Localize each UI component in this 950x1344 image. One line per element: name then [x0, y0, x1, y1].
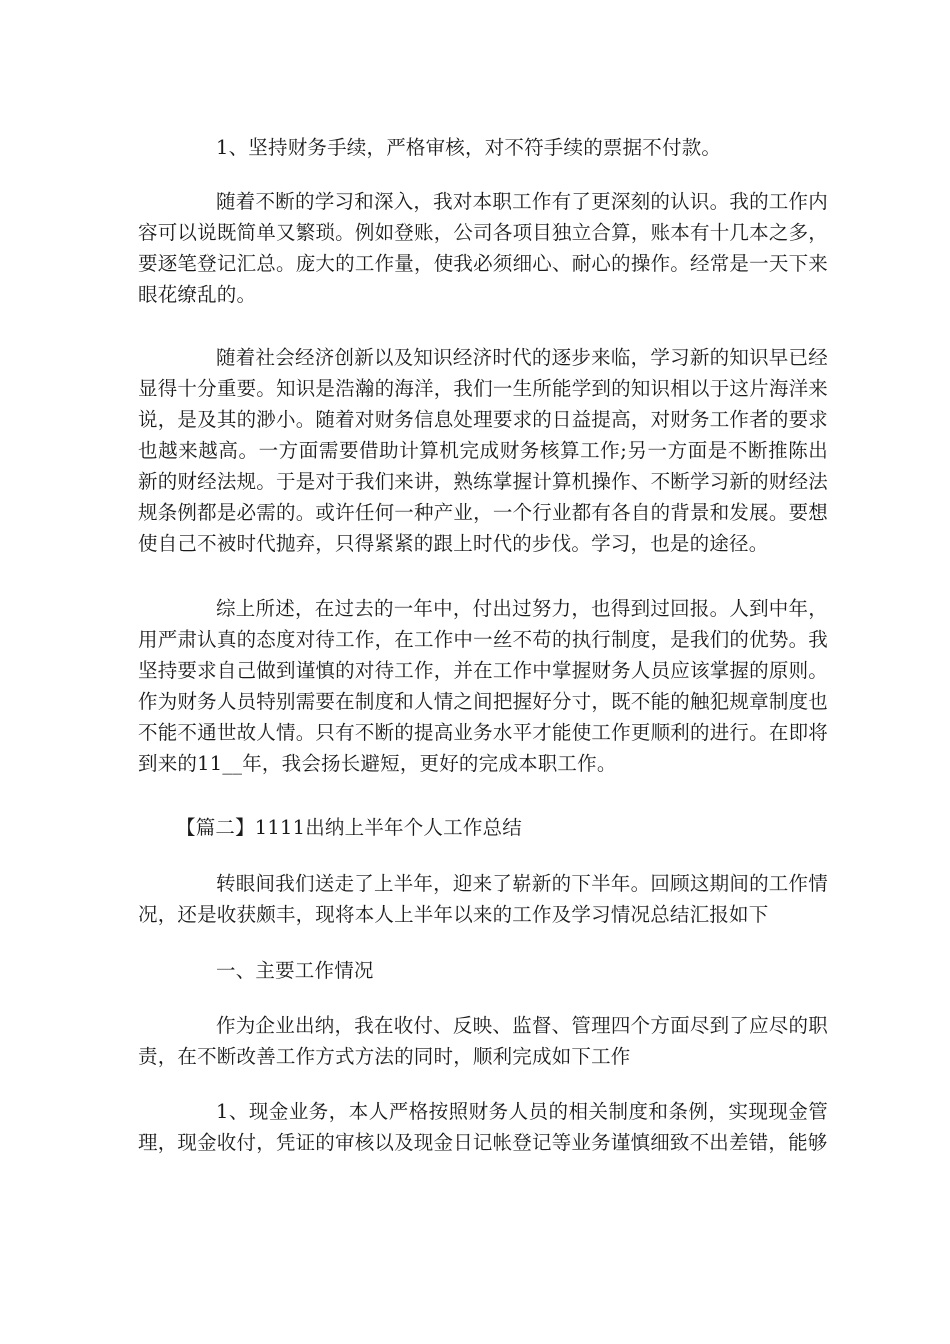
section-heading: 【篇二】1111出纳上半年个人工作总结 [176, 816, 522, 839]
paragraph-6: 作为企业出纳，我在收付、反映、监督、管理四个方面尽到了应尽的职责，在不断改善工作方式方法的同时，顺利完成如下工作 [138, 1014, 828, 1068]
paragraph-4: 综上所述，在过去的一年中，付出过努力，也得到过回报。人到中年，用严肃认真的态度对待工作，在工作中一丝不苟的执行制度，是我们的优势。我坚持要求自己做到谨慎的对待工作，并在工作中掌握财务人员应该掌握的原则。作为财务人员特别需要在制度和人情之间把握好分寸，既不能的触犯规章制度也不能不通世故人情。只有不断的提高业务水平才能使工作更顺利的进行。在即将到来的11__年，我会扬长避短，更好的完成本职工作。 [138, 597, 828, 775]
paragraph-1: 1、坚持财务手续，严格审核，对不符手续的票据不付款。 [216, 136, 722, 159]
paragraph-3: 随着社会经济创新以及知识经济时代的逐步来临，学习新的知识早已经显得十分重要。知识是浩瀚的海洋，我们一生所能学到的知识相以于这片海洋来说，是及其的渺小。随着对财务信息处理要求的日益提高，对财务工作者的要求也越来越高。一方面需要借助计算机完成财务核算工作;另一方面是不断推陈出新的财经法规。于是对于我们来讲，熟练掌握计算机操作、不断学习新的财经法规条例都是必需的。或许任何一种产业，一个行业都有各自的背景和发展。要想使自己不被时代抛弃，只得紧紧的跟上时代的步伐。学习，也是的途径。 [138, 346, 828, 555]
subheading-main-work: 一、主要工作情况 [216, 959, 374, 982]
paragraph-5: 转眼间我们送走了上半年，迎来了崭新的下半年。回顾这期间的工作情况，还是收获颇丰，现将本人上半年以来的工作及学习情况总结汇报如下 [138, 872, 828, 926]
paragraph-7: 1、现金业务，本人严格按照财务人员的相关制度和条例，实现现金管理，现金收付，凭证的审核以及现金日记帐登记等业务谨慎细致不出差错，能够 [138, 1100, 828, 1154]
paragraph-2: 随着不断的学习和深入，我对本职工作有了更深刻的认识。我的工作内容可以说既简单又繁琐。例如登账，公司各项目独立合算，账本有十几本之多，要逐笔登记汇总。庞大的工作量，使我必须细心、耐心的操作。经常是一天下来眼花缭乱的。 [138, 190, 828, 306]
